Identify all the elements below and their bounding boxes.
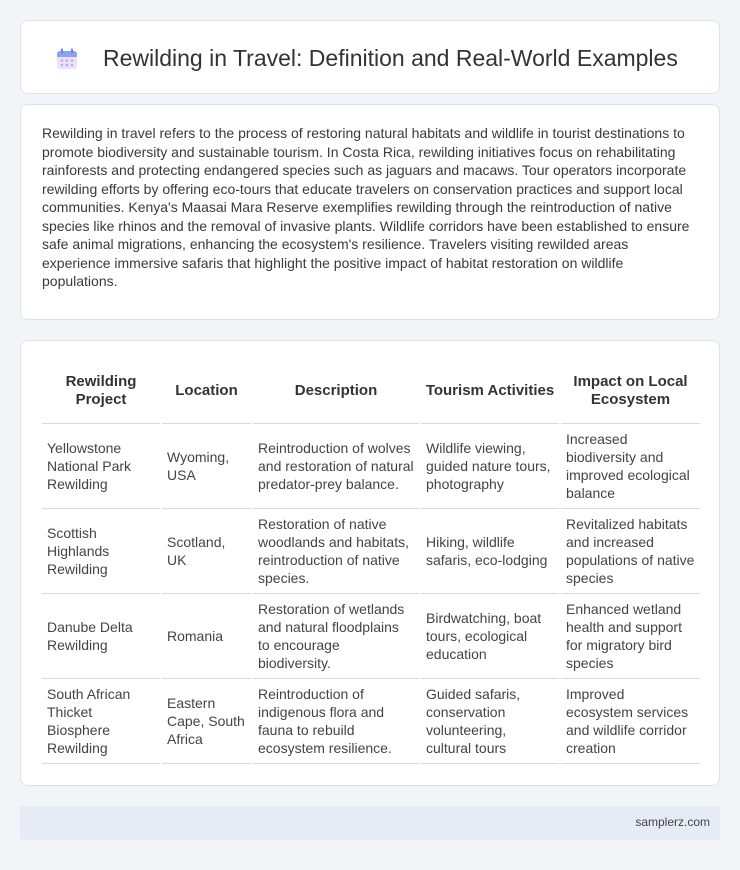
- cell-activities: Wildlife viewing, guided nature tours, photography: [420, 423, 560, 508]
- cell-activities: Birdwatching, boat tours, ecological education: [420, 593, 560, 678]
- cell-description: Reintroduction of wolves and restoration of natural predator-prey balance.: [252, 423, 420, 508]
- table-row: [42, 593, 700, 678]
- cell-location: Wyoming, USA: [161, 423, 252, 508]
- footer-site-link[interactable]: samplerz.com: [635, 815, 710, 829]
- calendar-icon: [55, 47, 79, 71]
- cell-project: Scottish Highlands Rewilding: [42, 508, 161, 593]
- table-row: [42, 678, 700, 763]
- header-tourism-activities: Tourism Activities: [420, 359, 560, 423]
- cell-description: Restoration of native woodlands and habitats, reintroduction of native species.: [252, 508, 420, 593]
- cell-impact: Enhanced wetland health and support for migratory bird species: [560, 593, 700, 678]
- cell-project: South African Thicket Biosphere Rewilding: [42, 678, 161, 763]
- cell-project: Danube Delta Rewilding: [42, 593, 161, 678]
- rewilding-table: [42, 359, 700, 764]
- cell-location: Eastern Cape, South Africa: [161, 678, 252, 763]
- cell-activities: Guided safaris, conservation volunteering, cultural tours: [420, 678, 560, 763]
- intro-card: [20, 104, 720, 320]
- cell-description: Reintroduction of indigenous flora and fauna to rebuild ecosystem resilience.: [252, 678, 420, 763]
- header-location: Location: [161, 359, 252, 423]
- cell-impact: Increased biodiversity and improved ecological balance: [560, 423, 700, 508]
- cell-description: Restoration of wetlands and natural floodplains to encourage biodiversity.: [252, 593, 420, 678]
- cell-impact: Improved ecosystem services and wildlife corridor creation: [560, 678, 700, 763]
- title-card: [20, 20, 720, 94]
- cell-location: Romania: [161, 593, 252, 678]
- table-header-row: [42, 359, 700, 423]
- intro-paragraph: Rewilding in travel refers to the process of restoring natural habitats and wildlife in tourist destinations to promote biodiversity and sustainable tourism. In Costa Rica, rewilding initiatives focus on rehabilitating rainforests and protecting endangered species such as jaguars and macaws. Tour operators incorporate rewilding efforts by offering eco-tours that educate travelers on conservation practices and support local communities. Kenya's Maasai Mara Reserve exemplifies rewilding through the reintroduction of native species like rhinos and the removal of invasive plants. Wildlife corridors have been established to ensure safe animal migrations, enhancing the ecosystem's resilience. Travelers visiting rewilded areas experience immersive safaris that highlight the positive impact of habitat restoration on wildlife populations.: [42, 125, 690, 289]
- table-card: [20, 340, 720, 786]
- cell-project: Yellowstone National Park Rewilding: [42, 423, 161, 508]
- header-description: Description: [252, 359, 420, 423]
- cell-impact: Revitalized habitats and increased populations of native species: [560, 508, 700, 593]
- header-project: Rewilding Project: [42, 359, 161, 423]
- cell-activities: Hiking, wildlife safaris, eco-lodging: [420, 508, 560, 593]
- cell-location: Scotland, UK: [161, 508, 252, 593]
- footer: [20, 806, 720, 840]
- header-impact: Impact on Local Ecosystem: [560, 359, 700, 423]
- page-title: Rewilding in Travel: Definition and Real-World Examples: [103, 45, 678, 71]
- table-row: [42, 423, 700, 508]
- table-row: [42, 508, 700, 593]
